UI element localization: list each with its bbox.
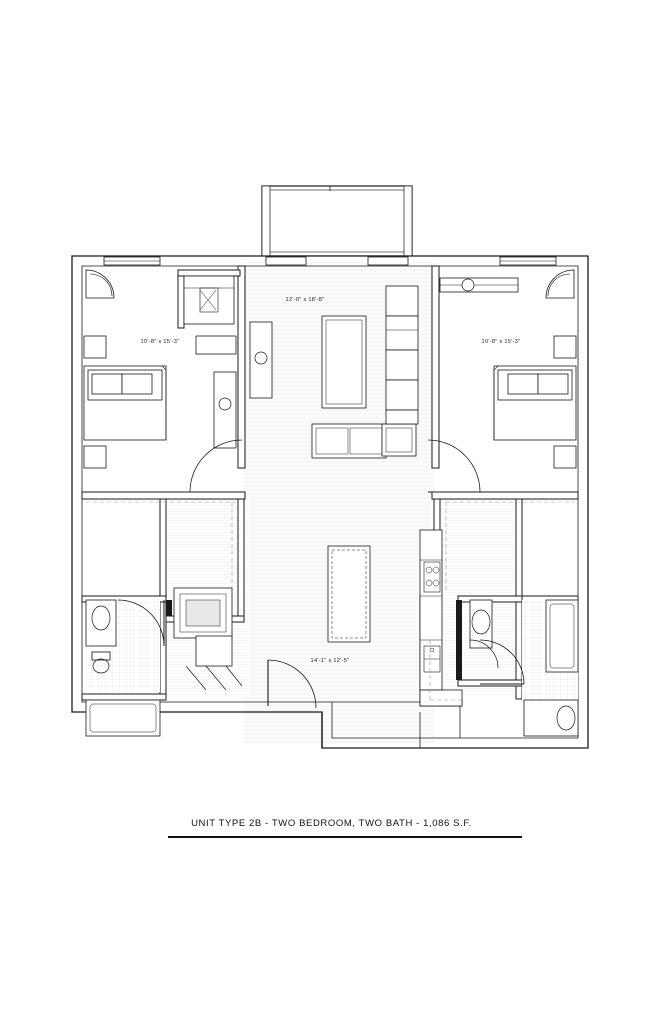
title-underline <box>168 836 522 838</box>
bedroom-left-dimension-label: 10'-8" x 15'-3" <box>140 339 180 345</box>
bathroom-left-fixtures <box>86 600 172 736</box>
sheet-title: UNIT TYPE 2B - TWO BEDROOM, TWO BATH - 1,086 S.F. <box>191 818 472 829</box>
balcony <box>262 186 412 256</box>
bedroom-right-dimension-label: 10'-8" x 15'-3" <box>481 339 521 345</box>
kitchen-dining-dimension-label: 14'-1" x 12'-5" <box>310 658 350 664</box>
living-room-dimension-label: 12'-0" x 18'-8" <box>285 297 325 303</box>
